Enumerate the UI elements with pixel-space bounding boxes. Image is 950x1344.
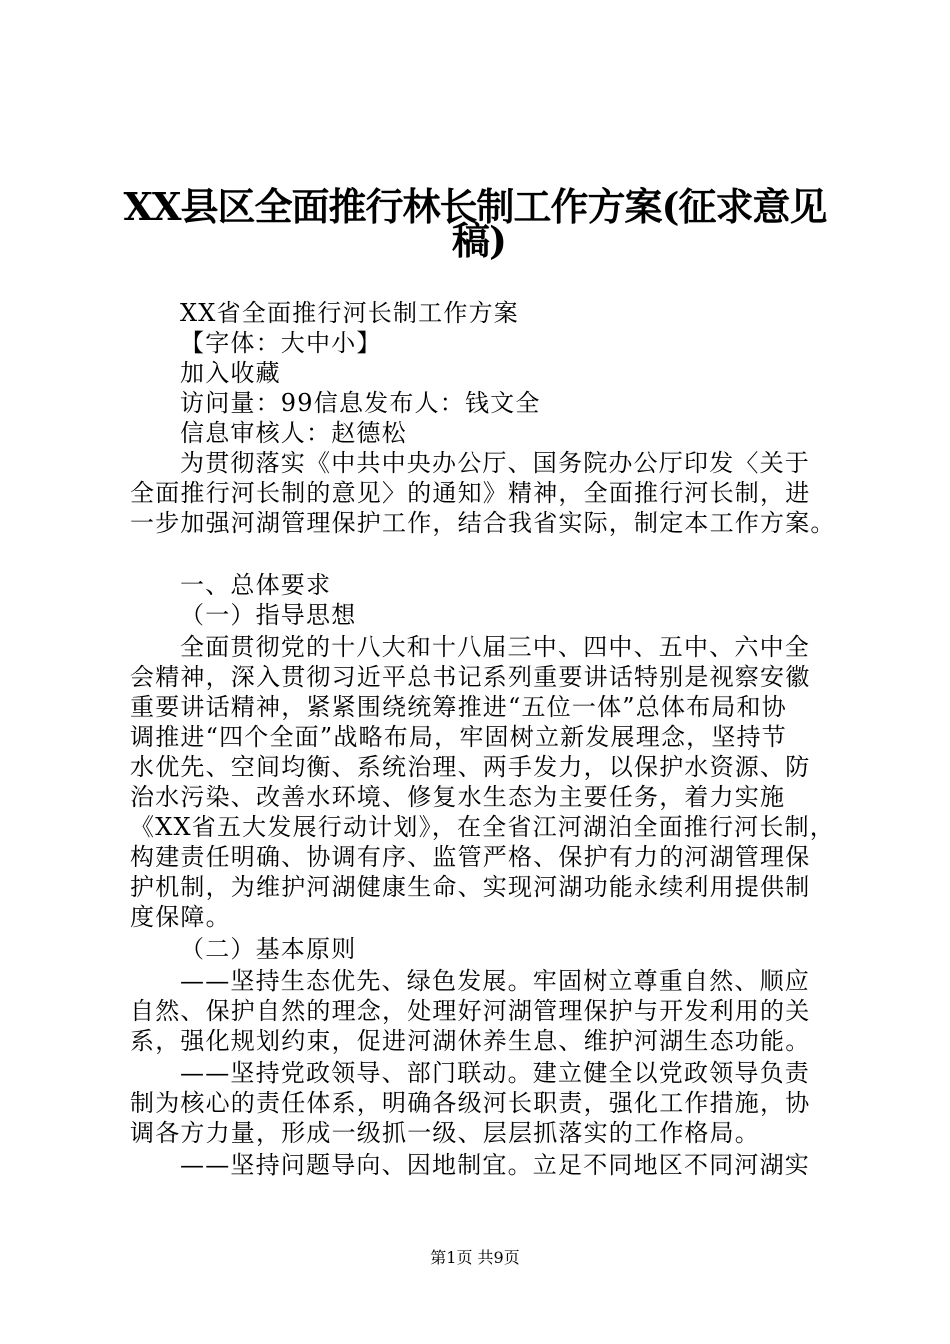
section-heading: 一、总体要求 <box>180 571 332 599</box>
meta-visits-publisher: 访问量：99信息发布人：钱文全 <box>180 389 541 417</box>
subsection-heading: （二）基本原则 <box>180 935 357 963</box>
paragraph-line: 治水污染、改善水环境、修复水生态为主要任务，着力实施 <box>130 783 786 811</box>
paragraph-line: 全面贯彻党的十八大和十八届三中、四中、五中、六中全 <box>180 633 810 661</box>
document-title-line-1: XX县区全面推行林长制工作方案(征求意见 <box>123 184 827 229</box>
page-footer: 第1页 共9页 <box>430 1248 520 1267</box>
subsection-heading: （一）指导思想 <box>180 601 357 629</box>
principle-line: 调各方力量，形成一级抓一级、层层抓落实的工作格局。 <box>130 1119 760 1147</box>
principle-line: 制为核心的责任体系，明确各级河长职责，强化工作措施，协 <box>130 1089 811 1117</box>
principle-line: ——坚持生态优先、绿色发展。牢固树立尊重自然、顺应 <box>180 967 810 995</box>
intro-line: 为贯彻落实《中共中央办公厅、国务院办公厅印发〈关于 <box>180 449 810 477</box>
paragraph-line: 水优先、空间均衡、系统治理、两手发力，以保护水资源、防 <box>130 753 811 781</box>
principle-line: ——坚持问题导向、因地制宜。立足不同地区不同河湖实 <box>180 1151 810 1179</box>
principle-line: ——坚持党政领导、部门联动。建立健全以党政领导负责 <box>180 1059 810 1087</box>
meta-font-size: 【字体：大中小】 <box>180 329 382 357</box>
paragraph-line: 《XX省五大发展行动计划》，在全省江河湖泊全面推行河长制， <box>130 813 835 841</box>
principle-line: 系，强化规划约束，促进河湖休养生息、维护河湖生态功能。 <box>130 1027 811 1055</box>
document-title-line-2-text: 稿) <box>452 218 506 263</box>
document-body <box>130 298 836 1198</box>
principle-line: 自然、保护自然的理念，处理好河湖管理保护与开发利用的关 <box>130 997 811 1025</box>
paragraph-line: 调推进“四个全面”战略布局，牢固树立新发展理念，坚持节 <box>130 723 787 751</box>
paragraph-line: 度保障。 <box>130 903 231 931</box>
meta-reviewer: 信息审核人：赵德松 <box>180 419 407 447</box>
meta-source-title: XX省全面推行河长制工作方案 <box>180 299 519 327</box>
paragraph-line: 护机制，为维护河湖健康生命、实现河湖功能永续利用提供制 <box>130 873 811 901</box>
paragraph-line: 会精神，深入贯彻习近平总书记系列重要讲话特别是视察安徽 <box>130 663 811 691</box>
paragraph-line: 重要讲话精神，紧紧围绕统筹推进“五位一体”总体布局和协 <box>130 693 787 721</box>
intro-line: 全面推行河长制的意见〉的通知》精神，全面推行河长制，进 <box>130 479 811 507</box>
meta-add-favorite: 加入收藏 <box>180 359 281 387</box>
intro-line: 一步加强河湖管理保护工作，结合我省实际，制定本工作方案。 <box>130 509 836 537</box>
paragraph-line: 构建责任明确、协调有序、监管严格、保护有力的河湖管理保 <box>130 843 811 871</box>
